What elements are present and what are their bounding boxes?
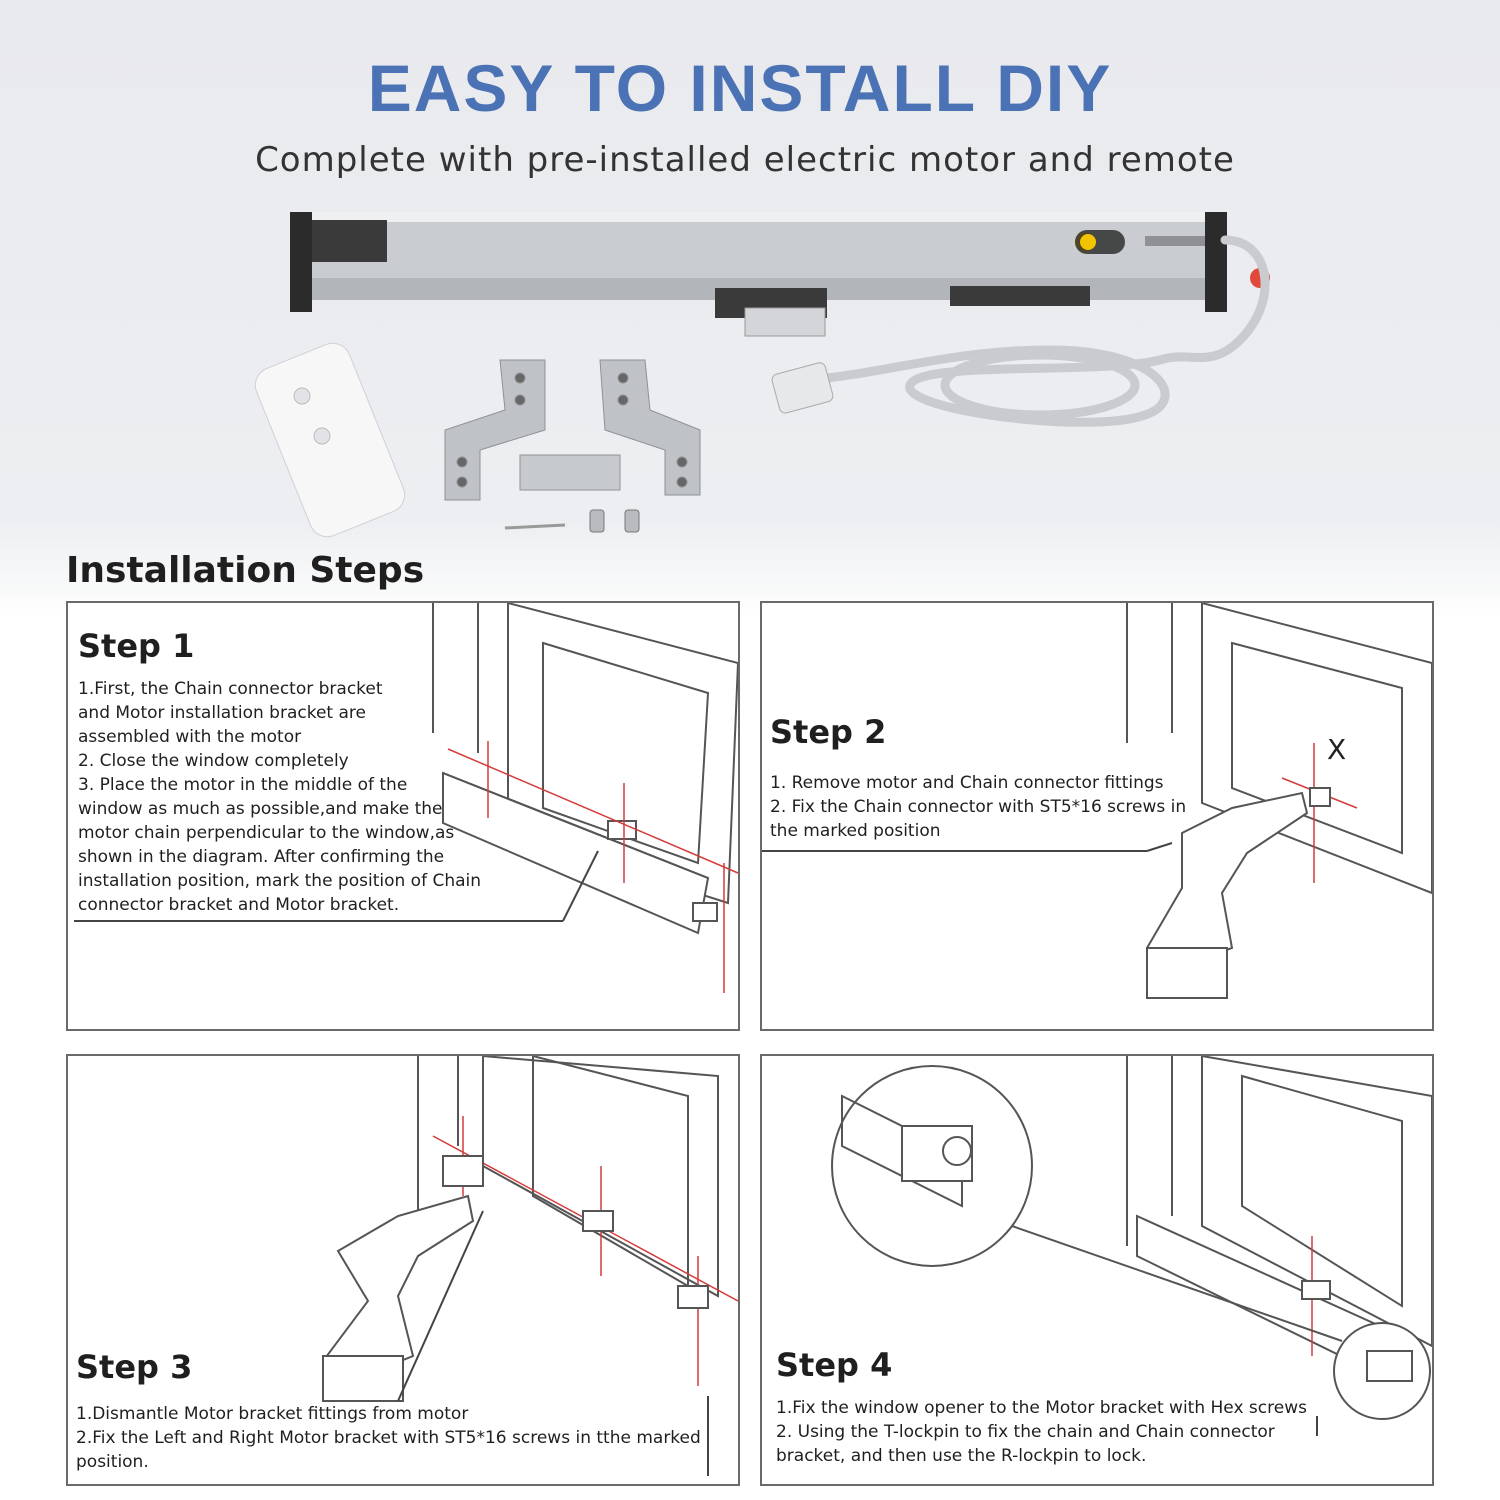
step-3-instructions — [76, 1402, 701, 1474]
instruction-line: the marked position — [770, 821, 941, 841]
instruction-line: shown in the diagram. After confirming the — [78, 847, 445, 867]
instruction-line: installation position, mark the position of Chain — [78, 871, 482, 891]
mark-x: X — [1327, 733, 1347, 766]
instruction-line: 2.Fix the Left and Right Motor bracket with ST5*16 screws in tthe marked — [76, 1428, 701, 1448]
instruction-line: motor chain perpendicular to the window,as — [78, 823, 455, 843]
product-photo — [230, 200, 1320, 550]
instruction-line: 2. Close the window completely — [78, 751, 349, 771]
instruction-line: connector bracket and Motor bracket. — [78, 895, 400, 915]
step-3-title: Step 3 — [76, 1348, 193, 1386]
motor-brackets — [445, 360, 700, 500]
step-1-title: Step 1 — [78, 627, 195, 665]
step-2-instructions — [770, 771, 1186, 843]
instruction-line: window as much as possible,and make the — [78, 799, 443, 819]
remote-control — [250, 338, 410, 542]
instruction-line: 3. Place the motor in the middle of the — [78, 775, 408, 795]
instruction-line: and Motor installation bracket are — [78, 703, 366, 723]
chain-actuator-motor — [290, 212, 1270, 336]
step-1-instructions — [78, 677, 481, 917]
instruction-line: assembled with the motor — [78, 727, 302, 747]
instruction-line: 1.Fix the window opener to the Motor bracket with Hex screws — [776, 1398, 1307, 1418]
step-2-panel — [760, 601, 1434, 1031]
instruction-line: 1.Dismantle Motor bracket fittings from motor — [76, 1404, 469, 1424]
instruction-line: bracket, and then use the R-lockpin to lock. — [776, 1446, 1147, 1466]
installation-steps-heading: Installation Steps — [66, 550, 425, 591]
step-4-instructions — [776, 1396, 1307, 1468]
step-1-panel — [66, 601, 740, 1031]
power-plug — [771, 361, 834, 414]
step-3-panel — [66, 1054, 740, 1486]
instruction-line: 2. Using the T-lockpin to fix the chain and Chain connector — [776, 1422, 1275, 1442]
page-title: EASY TO INSTALL DIY — [367, 51, 1113, 125]
page-subtitle: Complete with pre-installed electric motor and remote — [255, 140, 1235, 180]
step-2-title: Step 2 — [770, 713, 887, 751]
instruction-line: 2. Fix the Chain connector with ST5*16 screws in — [770, 797, 1187, 817]
instruction-line: position. — [76, 1452, 149, 1472]
instruction-line: 1.First, the Chain connector bracket — [78, 679, 383, 699]
instruction-line: 1. Remove motor and Chain connector fittings — [770, 773, 1164, 793]
step-4-panel — [760, 1054, 1434, 1486]
step-4-title: Step 4 — [776, 1346, 893, 1384]
screws-and-lockpin — [505, 510, 639, 532]
